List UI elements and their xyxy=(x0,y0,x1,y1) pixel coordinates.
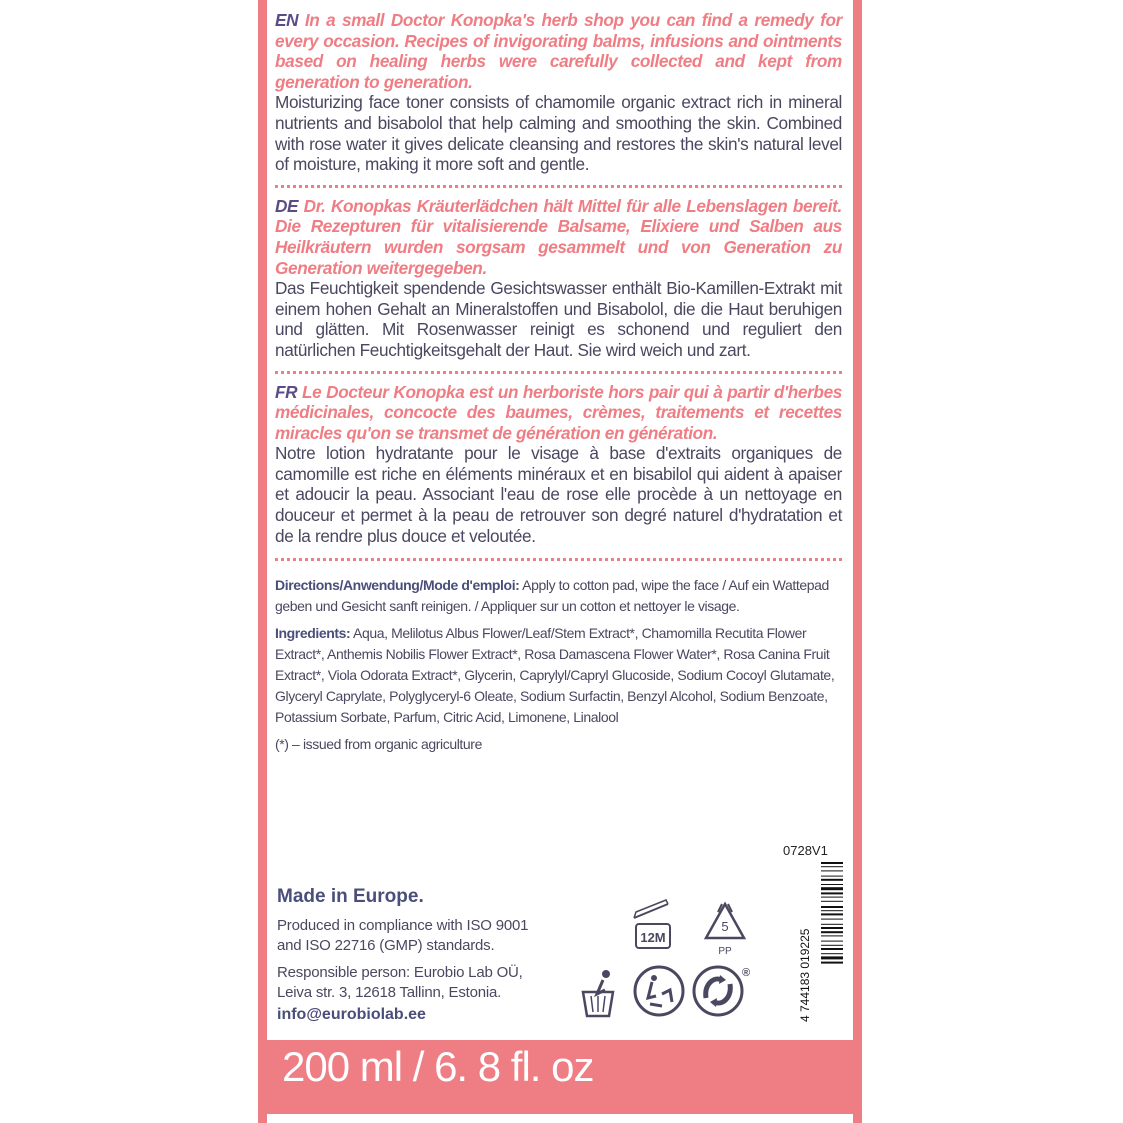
dotted-divider xyxy=(275,371,842,374)
pao-jar-icon xyxy=(628,898,676,954)
email: info@eurobiolab.ee xyxy=(277,1006,426,1023)
organic-note: (*) – issued from organic agriculture xyxy=(275,736,482,753)
ingredients xyxy=(275,623,842,728)
recycle-number: 5 xyxy=(721,919,729,934)
label-right-border xyxy=(853,0,862,1123)
intro-text: Dr. Konopkas Kräuterlädchen hält Mittel für alle Lebenslagen bereit. Die Rezepturen für vitalisierende Balsame, Elixiere und Salben aus Heilkräutern wurden sorgsam gesammelt und von Generation zu Generation weitergegeben. xyxy=(275,195,842,278)
trash-bin-icon xyxy=(579,966,623,1020)
directions-text: Apply to cotton pad, wipe the face / Auf ein Wattepad geben und Gesicht sanft reinigen. / Appliquer sur un cotton et nettoyer le visage. xyxy=(275,577,829,615)
language-code: FR xyxy=(275,381,298,402)
description-text: Moisturizing face toner consists of chamomile organic extract rich in mineral nutrients and bisabolol that help calming and smoothing the skin. Combined with rose water it gives delicate cleansing and restores the skin's natural level of moisture, making it more soft and gentle. xyxy=(275,92,842,175)
barcode xyxy=(798,860,843,1022)
language-code: EN xyxy=(275,10,299,30)
section-fr xyxy=(275,382,842,547)
responsible-line-1: Responsible person: Eurobio Lab OÜ, xyxy=(277,964,523,981)
dotted-divider xyxy=(275,558,842,561)
intro-text: In a small Doctor Konopka's herb shop you can find a remedy for every occasion. Recipes of invigorating balms, infusions and ointments based on healing herbs were carefully collected and kept from generation to generation. xyxy=(275,10,842,92)
responsible-line-2: Leiva str. 3, 12618 Tallinn, Estonia. xyxy=(277,984,502,1001)
dotted-divider xyxy=(275,185,842,188)
directions xyxy=(275,575,842,617)
label-left-border xyxy=(258,0,267,1123)
barcode-number: 4 744183 019225 xyxy=(798,928,812,1022)
recycle-triangle-icon xyxy=(700,900,750,958)
volume: 200 ml / 6. 8 fl. oz xyxy=(282,1043,594,1090)
language-code: DE xyxy=(275,195,299,216)
intro-text: Le Docteur Konopka est un herboriste hors pair qui à partir d'herbes médicinales, concocte des baumes, crèmes, traitements et recettes miracles qu'on se transmet de génération en génération. xyxy=(275,381,842,443)
ingredients-text: Aqua, Melilotus Albus Flower/Leaf/Stem Extract*, Chamomilla Recutita Flower Extract*, Anthemis Nobilis Flower Extract*, Rosa Damascena Flower Water*, Rosa Canina Fruit Extract*, Viola Odorata Extract*, Glycerin, Caprylyl/Capryl Glucoside, Sodium Cocoyl Glutamate, Glyceryl Caprylate, Polyglyceryl-6 Oleate, Sodium Surfactin, Benzyl Alcohol, Sodium Benzoate, Potassium Sorbate, Parfum, Citric Acid, Limonene, Linalool xyxy=(275,625,835,726)
ingredients-label: Ingredients: xyxy=(275,625,351,642)
made-in: Made in Europe. xyxy=(277,886,424,907)
directions-label: Directions/Anwendung/Mode d'emploi: xyxy=(275,577,520,594)
tidyman-recycle-icon xyxy=(632,964,686,1018)
compliance-line-2: and ISO 22716 (GMP) standards. xyxy=(277,937,495,954)
section-en xyxy=(275,10,842,175)
green-dot-icon xyxy=(692,964,750,1018)
description-text: Das Feuchtigkeit spendende Gesichtswasser enthält Bio-Kamillen-Extrakt mit einem hohen Gehalt an Mineralstoffen und Bisabolol, die die Haut beruhigen und glätten. Mit Rosenwasser reinigt es schonend und reguliert den natürlichen Feuchtigkeitsgehalt der Haut. Sie wird weich und zart. xyxy=(275,278,842,360)
registered-mark: ® xyxy=(742,967,751,979)
section-de xyxy=(275,196,842,361)
description-text: Notre lotion hydratante pour le visage à base d'extraits organiques de camomille est riche en éléments minéraux et en bisabilol qui aident à apaiser et adoucir la peau. Associant l'eau de rose elle procède à un nettoyage en douceur et permet à la peau de retrouver son degré naturel d'hydratation et de la rendre plus douce et veloutée. xyxy=(275,443,842,546)
batch-code: 0728V1 xyxy=(783,843,828,858)
compliance-line-1: Produced in compliance with ISO 9001 xyxy=(277,917,529,934)
label-text-content xyxy=(275,10,842,755)
pao-label: 12M xyxy=(640,930,666,945)
recycle-material: PP xyxy=(718,946,732,957)
